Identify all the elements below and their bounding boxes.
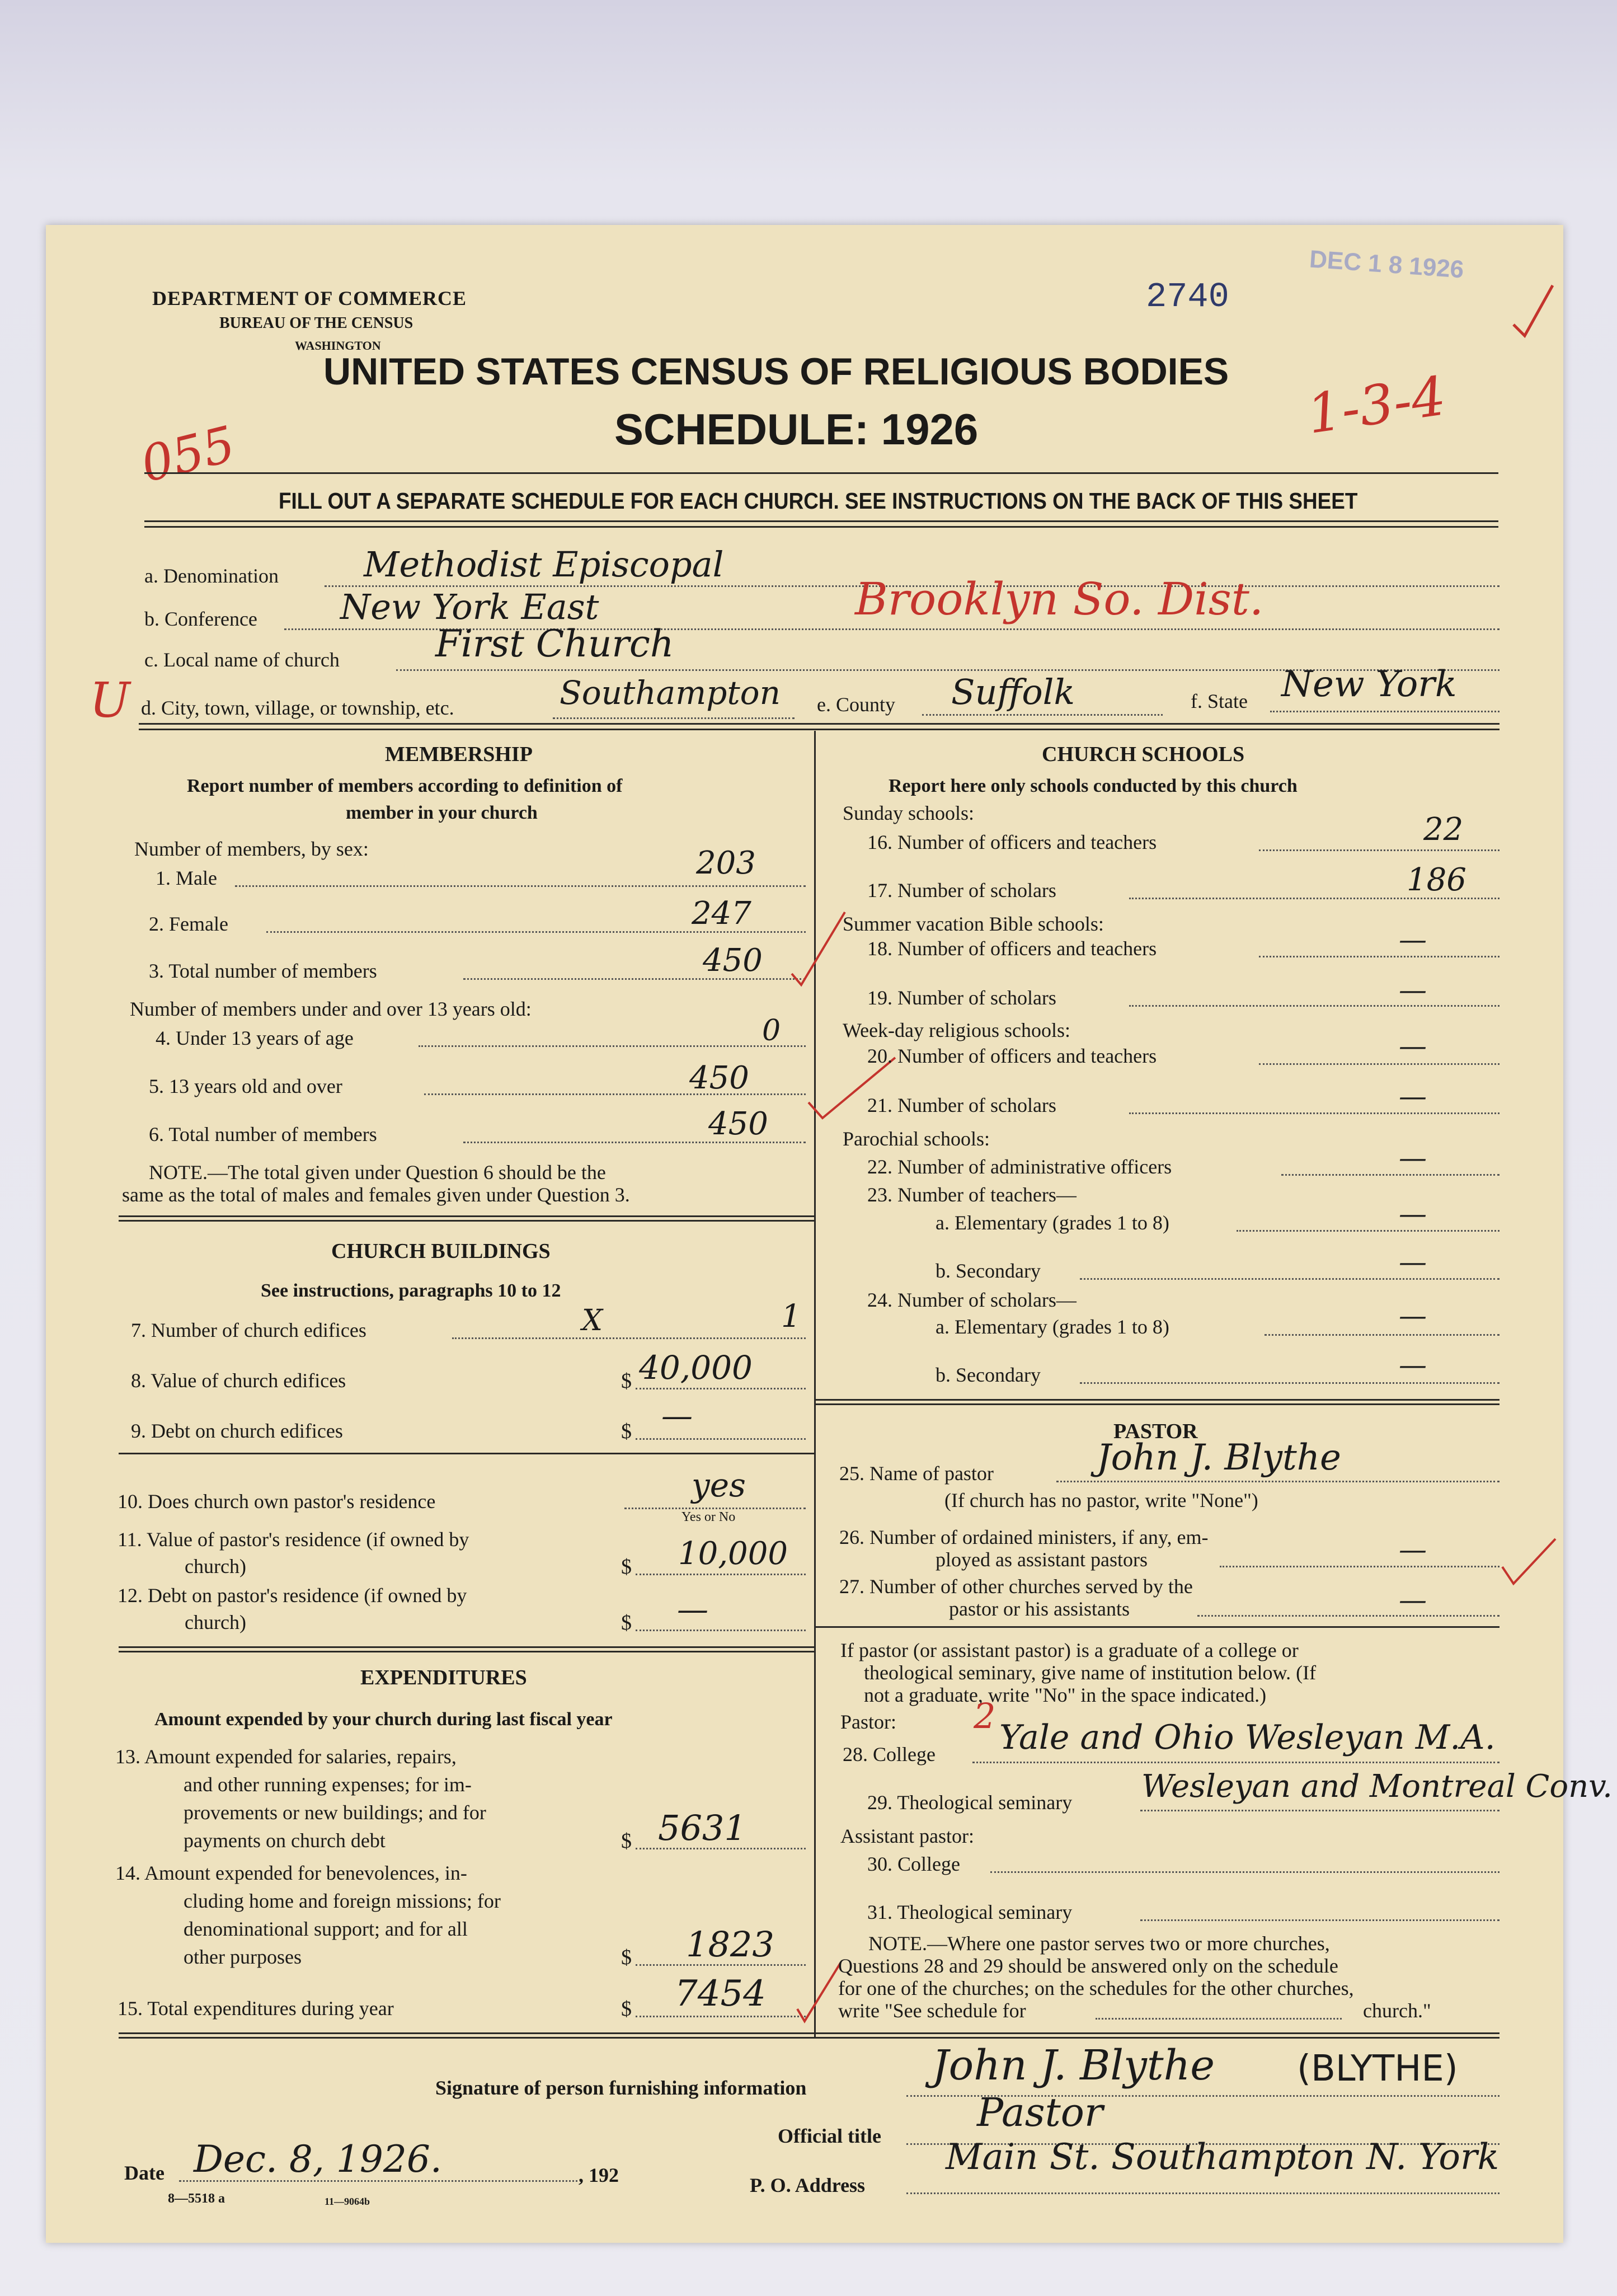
rule [119,1651,814,1652]
membership-subheading-2: member in your church [346,802,538,823]
q18-value[interactable]: — [1399,923,1427,956]
red-mark-2: 2 [974,1696,996,1736]
q27-label-2: pastor or his assistants [949,1598,1130,1620]
q12-label-2: church) [185,1611,246,1633]
city-line [553,717,795,719]
county-value[interactable]: Suffolk [951,672,1075,712]
schedule-year-title: SCHEDULE: 1926 [614,405,979,454]
assistant-pastor-subheading: Assistant pastor: [840,1825,974,1847]
q28-line [972,1762,1500,1763]
q10-residence-label: 10. Does church own pastor's residence [117,1490,436,1513]
q25-note: (If church has no pastor, write "None") [944,1489,1258,1511]
q16-value[interactable]: 22 [1423,811,1464,848]
buildings-heading: CHURCH BUILDINGS [331,1239,551,1263]
q3-total-value[interactable]: 450 [703,942,763,979]
membership-subheading: Report number of members according to definition of [187,776,623,796]
q23a-line [1237,1230,1500,1232]
q11-dollar: $ [621,1555,632,1579]
rule [119,1220,814,1222]
q21-line [1129,1112,1500,1114]
local-name-label: c. Local name of church [144,649,340,671]
rule [815,1626,1500,1628]
state-line [1270,711,1500,712]
q27-line [1197,1615,1500,1617]
q11-label-2: church) [185,1555,246,1577]
q18-line [1259,956,1500,957]
city-value[interactable]: Southampton [560,674,781,712]
rule [119,1646,814,1648]
q2-female-value[interactable]: 247 [692,895,751,932]
schools-subheading: Report here only schools conducted by this church [889,776,1298,796]
q19-line [1129,1005,1500,1007]
q17-value[interactable]: 186 [1407,862,1466,898]
rule [119,2037,1500,2039]
q20-line [1259,1063,1500,1065]
weekday-schools-label: Week-day religious schools: [843,1019,1071,1041]
official-title-label: Official title [778,2125,881,2147]
denomination-value[interactable]: Methodist Episcopal [364,544,724,585]
po-address-value[interactable]: Main St. Southampton N. York [946,2137,1500,2178]
department-heading: DEPARTMENT OF COMMERCE [152,287,467,309]
q24b-label: b. Secondary [936,1364,1041,1386]
q12-value[interactable]: — [677,1591,708,1628]
q9-debt-label: 9. Debt on church edifices [131,1420,343,1442]
rule [144,520,1498,522]
q28-college-value[interactable]: Yale and Ohio Wesleyan M.A. [999,1718,1496,1757]
q12-dollar: $ [621,1611,632,1635]
q28-label: 28. College [843,1743,936,1766]
q6-total-value[interactable]: 450 [708,1106,768,1142]
red-mark-right: 1-3-4 [1303,364,1450,446]
signature-printed-name: (BLYTHE) [1297,2048,1458,2090]
q12-label: 12. Debt on pastor's residence (if owned by [117,1584,467,1607]
q25-line [1056,1481,1500,1482]
rule [815,1403,1500,1405]
q24a-label: a. Elementary (grades 1 to 8) [936,1316,1169,1338]
q24b-value[interactable]: — [1399,1349,1427,1381]
q12-line [636,1630,806,1631]
q23a-label: a. Elementary (grades 1 to 8) [936,1212,1169,1234]
q25-pastor-name[interactable]: John J. Blythe [1097,1437,1341,1478]
q14-label-2: cluding home and foreign missions; for [184,1890,501,1912]
q30-line[interactable] [990,1871,1500,1873]
q15-dollar: $ [621,1997,632,2021]
q22-value[interactable]: — [1399,1142,1427,1174]
q15-label: 15. Total expenditures during year [117,1997,394,2020]
bureau-heading: BUREAU OF THE CENSUS [219,314,413,332]
q21-label: 21. Number of scholars [867,1094,1056,1116]
rule [119,2032,1500,2034]
q24a-line [1265,1334,1500,1336]
local-name-value[interactable]: First Church [435,622,674,665]
county-line [922,714,1163,716]
q5-over13-value[interactable]: 450 [689,1060,749,1096]
signature-label: Signature of person furnishing information [435,2077,807,2099]
membership-heading: MEMBERSHIP [385,743,533,766]
q11-line [636,1574,806,1575]
q9-debt-value[interactable]: — [661,1398,693,1434]
q19-label: 19. Number of scholars [867,987,1056,1009]
denomination-label: a. Denomination [144,565,279,587]
q7-line [452,1337,806,1339]
pastor-note-2: Questions 28 and 29 should be answered only on the schedule [838,1955,1338,1977]
schools-heading: CHURCH SCHOOLS [1042,743,1245,766]
q20-value[interactable]: — [1399,1030,1427,1062]
rule [139,729,1500,730]
q14-dollar: $ [621,1946,632,1969]
signature-value[interactable]: John J. Blythe [932,2041,1215,2090]
q11-label: 11. Value of pastor's residence (if owned by [117,1528,469,1551]
date-year-suffix: , 192 [579,2164,619,2186]
q6-total-label: 6. Total number of members [149,1123,377,1145]
pastor-note-3: for one of the churches; on the schedules for the other churches, [838,1977,1354,1999]
instruction-banner: FILL OUT A SEPARATE SCHEDULE FOR EACH CHURCH. SEE INSTRUCTIONS ON THE BACK OF THIS SHEET [279,488,1358,514]
po-address-label: P. O. Address [750,2174,866,2196]
expenditures-heading: EXPENDITURES [360,1666,527,1689]
q21-value[interactable]: — [1399,1080,1427,1112]
graduate-instructions-2: theological seminary, give name of institution below. (If [864,1661,1317,1684]
rule [139,723,1500,725]
q16-line [1259,849,1500,851]
rule [119,1215,814,1217]
q13-value[interactable]: 5631 [658,1807,746,1848]
q3-total-label: 3. Total number of members [149,960,377,982]
q22-line [1281,1174,1500,1176]
pastor-note-5: church." [1363,1999,1431,2022]
q8-value[interactable]: 40,000 [639,1349,753,1387]
district-annotation: Brooklyn So. Dist. [855,573,1264,625]
q13-label-3: provements or new buildings; and for [184,1801,486,1824]
date-value[interactable]: Dec. 8, 1926. [194,2138,442,2181]
members-by-age-label: Number of members under and over 13 years old: [130,998,532,1020]
q29-label: 29. Theological seminary [867,1791,1073,1814]
city-label: d. City, town, village, or township, etc. [141,697,454,719]
state-label: f. State [1191,690,1248,712]
q14-label: 14. Amount expended for benevolences, in- [115,1862,467,1884]
buildings-subheading: See instructions, paragraphs 10 to 12 [261,1280,561,1301]
expenditures-subheading: Amount expended by your church during last fiscal year [154,1709,613,1730]
conference-label: b. Conference [144,608,257,630]
washington-heading: WASHINGTON [295,339,381,353]
q11-value[interactable]: 10,000 [678,1536,788,1572]
q24-label: 24. Number of scholars— [867,1289,1077,1311]
q7-edifices-value[interactable]: 1 [781,1298,801,1335]
q17-label: 17. Number of scholars [867,879,1056,902]
check-mark-icon [795,1959,845,2026]
q27-value[interactable]: — [1399,1584,1427,1616]
q27-label: 27. Number of other churches served by the [839,1575,1193,1598]
graduate-instructions-3: not a graduate, write "No" in the space indicated.) [864,1684,1267,1706]
schedule-number: 2740 [1146,277,1229,317]
q23a-value[interactable]: — [1399,1198,1427,1230]
summer-schools-label: Summer vacation Bible schools: [843,913,1104,935]
q31-label: 31. Theological seminary [867,1901,1073,1923]
q19-value[interactable]: — [1399,974,1427,1006]
q13-dollar: $ [621,1829,632,1853]
q23b-value[interactable]: — [1399,1246,1427,1278]
parochial-schools-label: Parochial schools: [843,1128,990,1150]
form-number: 8—5518 a [168,2191,225,2206]
q18-label: 18. Number of officers and teachers [867,937,1157,960]
q23b-line [1080,1278,1500,1280]
q15-line [636,2016,806,2017]
rule [144,472,1498,474]
q1-line [235,885,806,887]
q10-residence-value[interactable]: yes [692,1466,746,1504]
received-date-stamp: DEC 1 8 1926 [1308,245,1465,284]
date-label: Date [124,2162,164,2184]
q30-label: 30. College [867,1853,960,1875]
membership-note: NOTE.—The total given under Question 6 should be the [149,1161,606,1184]
pastor-note-line [1096,2018,1342,2020]
print-code: 11—9064b [325,2196,370,2207]
q7-mark: X [582,1304,603,1337]
q14-label-4: other purposes [184,1946,302,1968]
q5-over13-label: 5. 13 years old and over [149,1075,342,1097]
q10-line [624,1508,806,1509]
q4-line [419,1045,806,1047]
q2-female-label: 2. Female [149,913,228,935]
q31-line[interactable] [1140,1919,1500,1921]
rule [144,526,1498,528]
conference-value[interactable]: New York East [340,586,599,627]
state-value[interactable]: New York [1281,664,1457,705]
graduate-instructions: If pastor (or assistant pastor) is a graduate of a college or [840,1639,1299,1661]
q9-line [636,1438,806,1440]
red-mark-u: U [90,673,130,729]
q1-male-label: 1. Male [156,867,217,889]
q20-label: 20. Number of officers and teachers [867,1045,1157,1067]
q25-label: 25. Name of pastor [839,1462,994,1485]
sunday-schools-label: Sunday schools: [843,802,975,824]
check-mark-icon [789,907,850,990]
q8-dollar: $ [621,1369,632,1393]
pastor-note: NOTE.—Where one pastor serves two or more churches, [868,1932,1330,1955]
q13-label-2: and other running expenses; for im- [184,1773,472,1796]
q4-under13-value[interactable]: 0 [762,1014,781,1048]
red-mark-left: 055 [135,415,241,494]
q8-line [636,1388,806,1389]
q13-label: 13. Amount expended for salaries, repairs, [115,1745,457,1768]
q9-dollar: $ [621,1420,632,1443]
membership-note-2: same as the total of males and females given under Question 3. [122,1184,630,1206]
q24b-line [1080,1382,1500,1384]
q1-male-value[interactable]: 203 [696,845,756,881]
q26-line [1220,1566,1500,1567]
q13-label-4: payments on church debt [184,1829,386,1852]
q23-label: 23. Number of teachers— [867,1184,1077,1206]
pastor-heading: PASTOR [1113,1420,1198,1443]
po-address-line [906,2192,1500,2194]
q8-value-label: 8. Value of church edifices [131,1369,346,1392]
rule [119,1453,814,1454]
q16-label: 16. Number of officers and teachers [867,831,1157,853]
q14-label-3: denominational support; and for all [184,1918,468,1940]
q22-label: 22. Number of administrative officers [867,1156,1172,1178]
q29-seminary-value[interactable]: Wesleyan and Montreal Conv. [1141,1768,1613,1805]
q26-value[interactable]: — [1399,1533,1427,1566]
q4-under13-label: 4. Under 13 years of age [156,1027,354,1049]
check-mark-icon [1511,280,1555,341]
pastor-note-4: write "See schedule for [838,1999,1026,2022]
q24a-value[interactable]: — [1399,1299,1427,1332]
county-label: e. County [817,693,895,716]
q7-edifices-label: 7. Number of church edifices [131,1319,366,1341]
q23b-label: b. Secondary [936,1260,1041,1282]
official-title-value[interactable]: Pastor [977,2090,1103,2135]
rule [815,1399,1500,1401]
pastor-subheading: Pastor: [840,1711,897,1733]
q14-value[interactable]: 1823 [686,1924,774,1965]
members-by-sex-label: Number of members, by sex: [134,838,369,860]
check-mark-icon [1500,1533,1561,1589]
q26-label: 26. Number of ordained ministers, if any, em- [839,1526,1209,1548]
q15-value[interactable]: 7454 [675,1973,766,2015]
q26-label-2: ployed as assistant pastors [936,1548,1148,1571]
q29-line [1140,1810,1500,1811]
yes-no-hint: Yes or No [681,1510,736,1524]
form-title: UNITED STATES CENSUS OF RELIGIOUS BODIES [323,350,1229,393]
